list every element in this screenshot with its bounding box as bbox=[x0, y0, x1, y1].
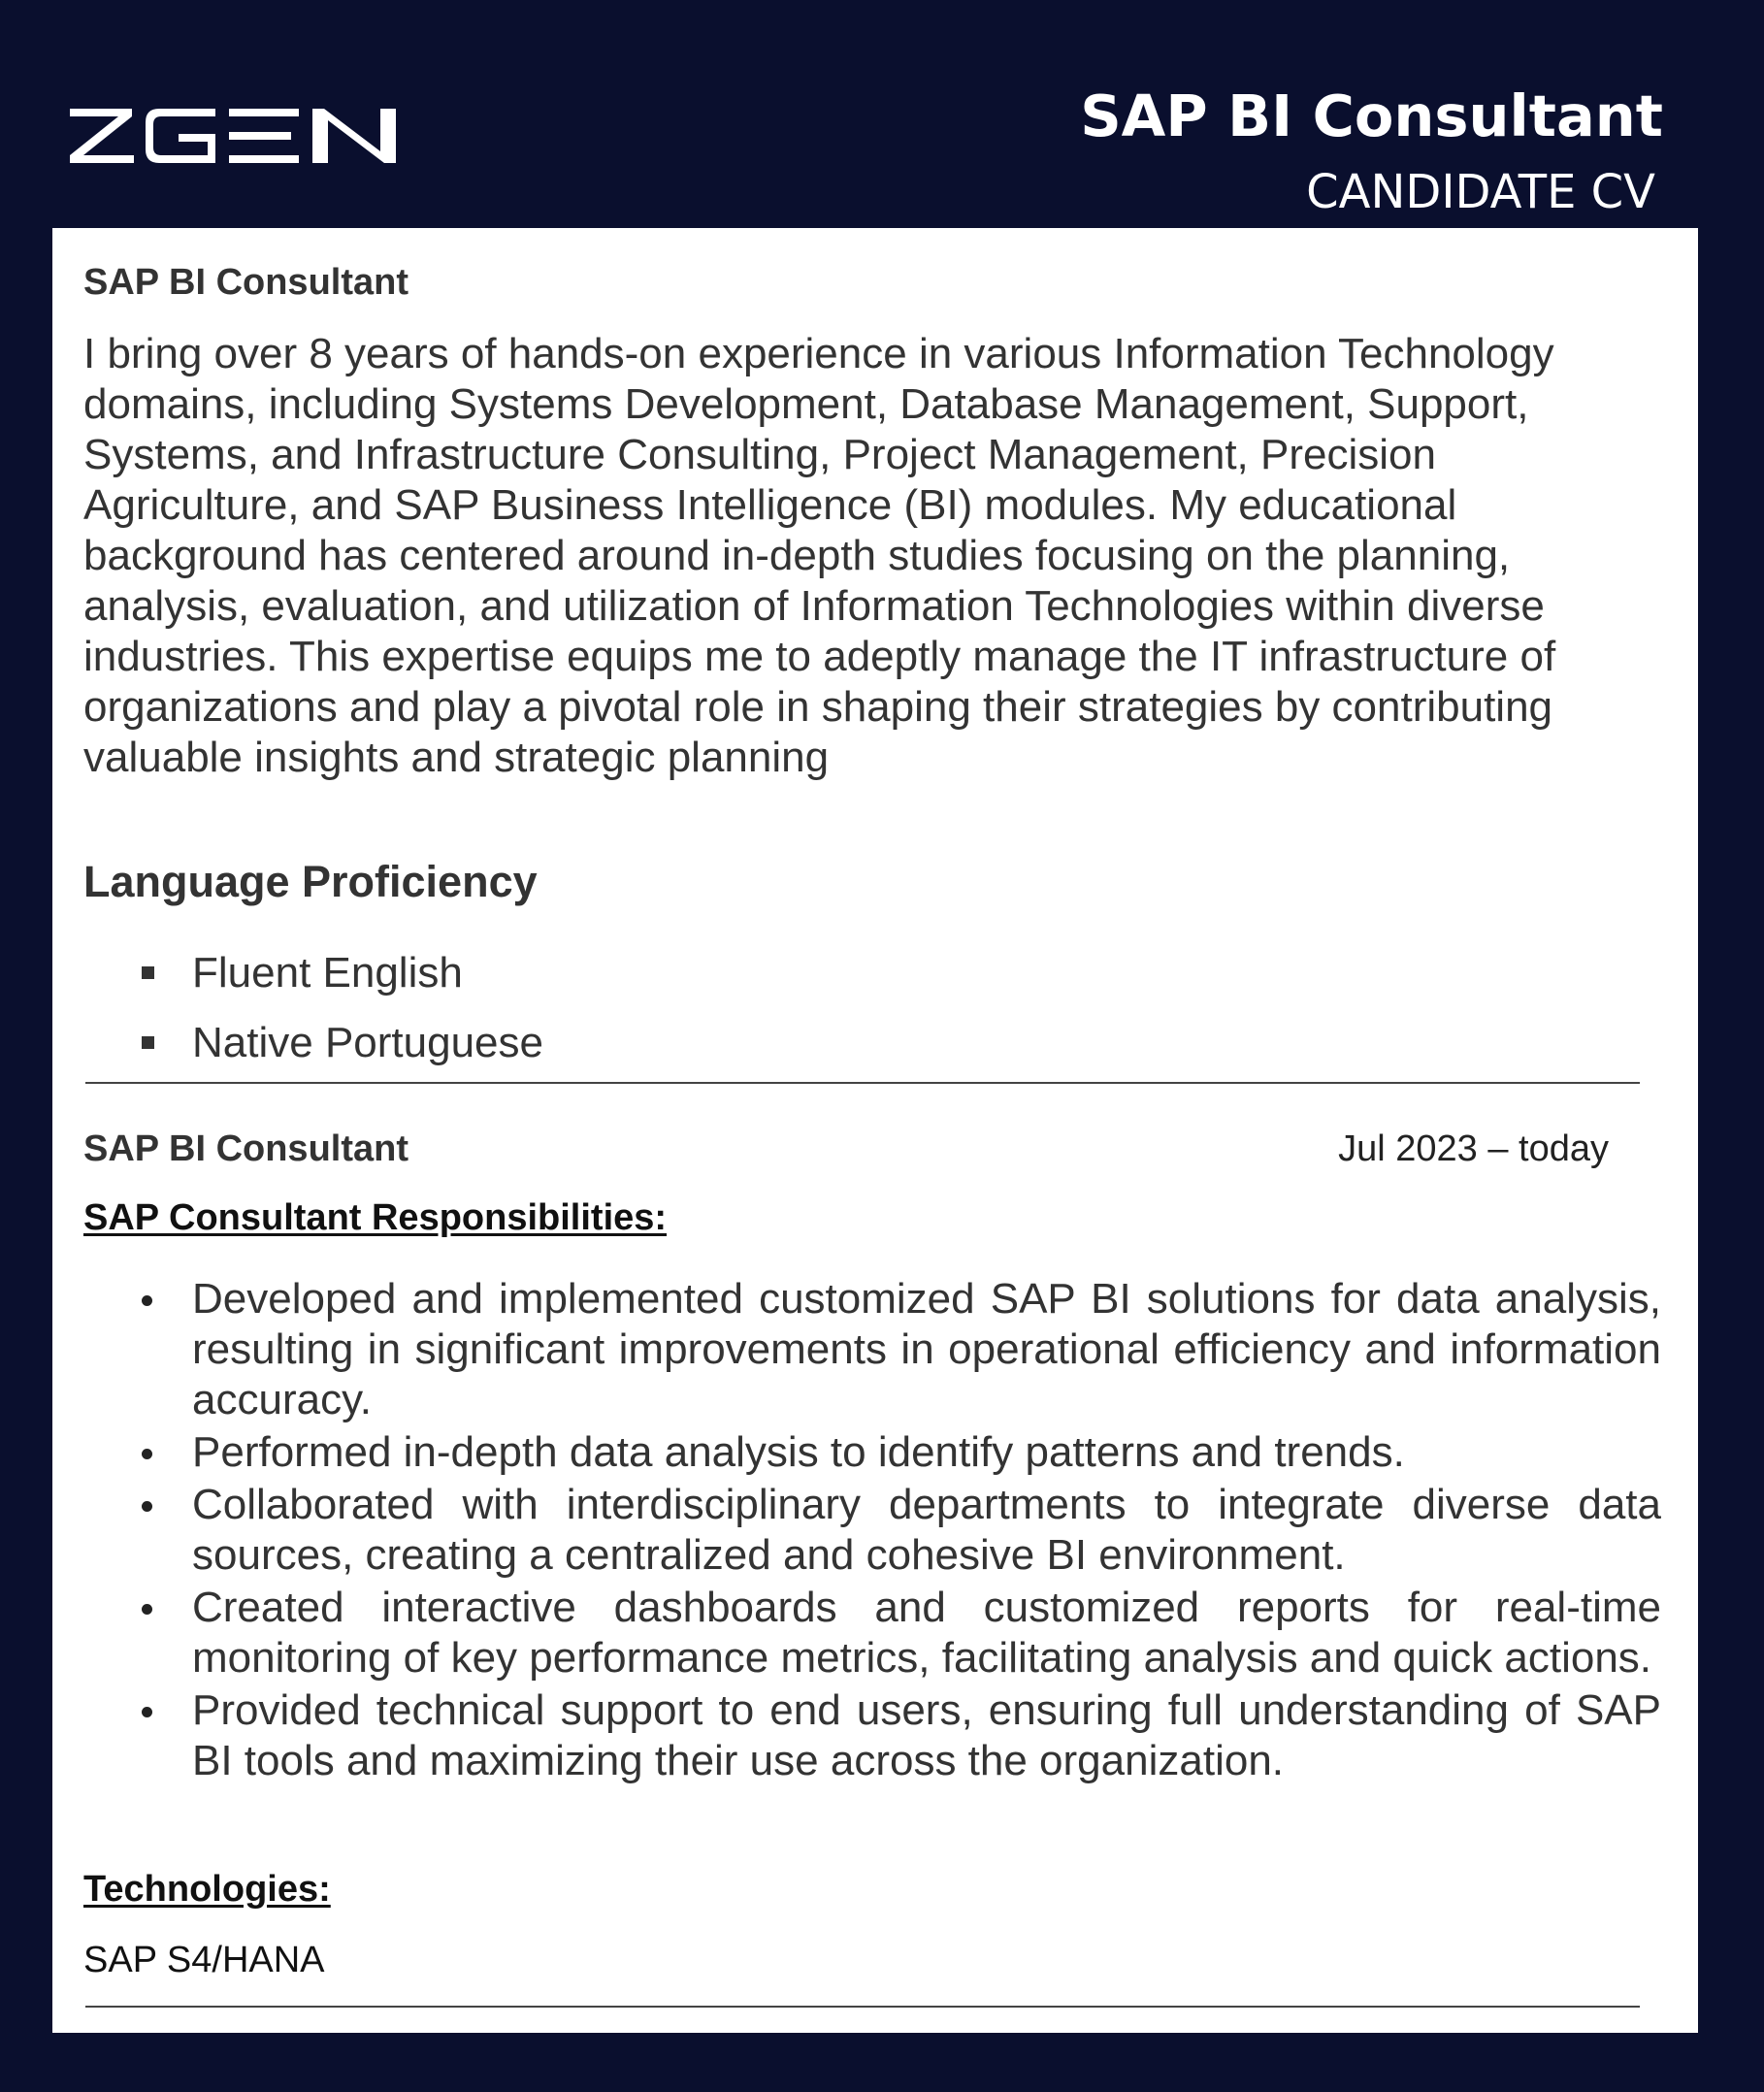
technologies-value: SAP S4/HANA bbox=[83, 1940, 325, 1980]
language-item-text: Native Portuguese bbox=[192, 1019, 543, 1066]
zgen-logo-mark bbox=[70, 109, 396, 163]
responsibility-item bbox=[83, 1685, 1661, 1786]
responsibility-item bbox=[83, 1583, 1661, 1683]
bullet-dot-icon bbox=[142, 1707, 152, 1717]
bullet-dot-icon bbox=[142, 1449, 152, 1459]
section-divider bbox=[85, 2006, 1640, 2008]
job-title: SAP BI Consultant bbox=[83, 1128, 408, 1169]
header-title: SAP BI Consultant bbox=[1080, 82, 1663, 149]
responsibility-item bbox=[83, 1427, 1661, 1478]
technologies-heading: Technologies: bbox=[83, 1869, 331, 1910]
responsibility-text: Created interactive dashboards and customized reports for real-time monitoring of key performance metrics, facilitating analysis and quick actions. bbox=[192, 1584, 1661, 1682]
responsibility-text: Developed and implemented customized SAP BI solutions for data analysis, resulting in significant improvements in operational efficiency and information accuracy. bbox=[192, 1275, 1661, 1423]
section-divider bbox=[85, 1082, 1640, 1084]
logo bbox=[70, 109, 396, 163]
bullet-dot-icon bbox=[142, 1501, 152, 1512]
responsibilities-heading: SAP Consultant Responsibilities: bbox=[83, 1197, 668, 1238]
job-date: Jul 2023 – today bbox=[1338, 1128, 1609, 1169]
bullet-dot-icon bbox=[142, 1295, 152, 1306]
language-item bbox=[83, 938, 543, 1008]
responsibility-text: Provided technical support to end users, ensuring full understanding of SAP BI tools and maximizing their use across the organization. bbox=[192, 1686, 1661, 1784]
summary-text: I bring over 8 years of hands-on experience in various Information Technology domains, including Systems Development, Database Management, Support, Systems, and Infrastructure Consulting, Project Management, Precision Agriculture, and SAP Business Intelligence (BI) modules. My educational background has centered around in-depth studies focusing on the planning, analysis, evaluation, and utilization of Information Technologies within diverse industries. This expertise equips me to adeptly manage the IT infrastructure of organizations and play a pivotal role in shaping their strategies by contributing valuable insights and strategic planning bbox=[83, 330, 1556, 781]
header-subtitle: CANDIDATE CV bbox=[1306, 165, 1655, 219]
language-item-text: Fluent English bbox=[192, 949, 463, 997]
responsibility-item bbox=[83, 1480, 1661, 1581]
square-bullet-icon bbox=[142, 1036, 154, 1049]
responsibilities-list bbox=[83, 1274, 1661, 1788]
square-bullet-icon bbox=[142, 966, 154, 979]
responsibility-text: Collaborated with interdisciplinary departments to integrate diverse data sources, creating a centralized and cohesive BI environment. bbox=[192, 1481, 1661, 1579]
bullet-dot-icon bbox=[142, 1604, 152, 1615]
language-list bbox=[83, 938, 543, 1078]
cv-page bbox=[52, 228, 1698, 2033]
summary-label: SAP BI Consultant bbox=[83, 262, 408, 303]
responsibility-text: Performed in-depth data analysis to identify patterns and trends. bbox=[192, 1428, 1405, 1476]
language-item bbox=[83, 1008, 543, 1078]
language-heading: Language Proficiency bbox=[83, 857, 538, 906]
responsibility-item bbox=[83, 1274, 1661, 1425]
